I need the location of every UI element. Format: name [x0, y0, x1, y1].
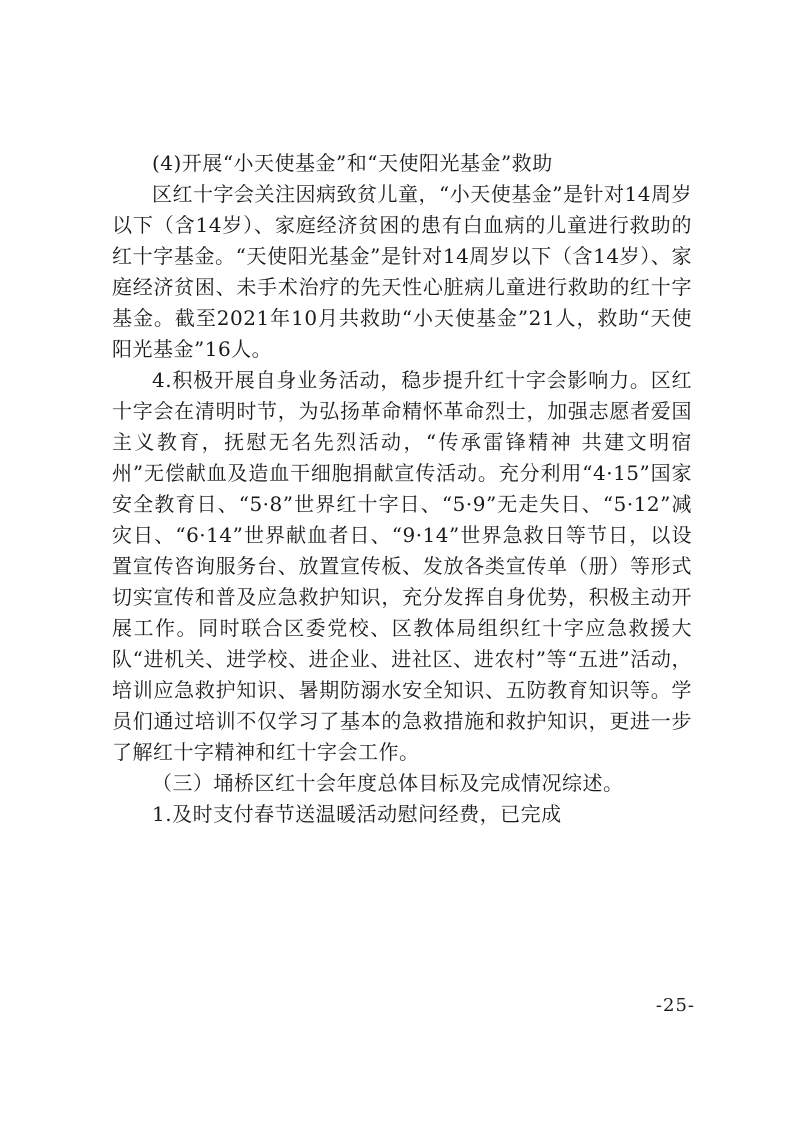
page-number: -25-: [655, 995, 695, 1016]
paragraph-spring-festival: 1.及时支付春节送温暖活动慰问经费，已完成: [152, 802, 562, 826]
document-body: [112, 148, 692, 830]
paragraph-fund-details: 区红十字会关注因病致贫儿童，“小天使基金”是针对14周岁以下（含14岁）、家庭经济贫困的患有白血病的儿童进行救助的红十字基金。“天使阳光基金”是针对14周岁以下（含14岁）、家庭经济贫困、未手术治疗的先天性心脏病儿童进行救助的红十字基金。截至2021年10月共救助“小天使基金”21人，救助“天使阳光基金”16人。: [112, 182, 692, 361]
subheading-fund-assistance: (4)开展“小天使基金”和“天使阳光基金”救助: [152, 151, 553, 175]
paragraph-business-activities: 4.积极开展自身业务活动，稳步提升红十字会影响力。区红十字会在清明时节，为弘扬革命精怀革命烈士，加强志愿者爱国主义教育，抚慰无名先烈活动，“传承雷锋精神 共建文明宿州”无偿献血及造血干细胞捐献宣传活动。充分利用“4·15”国家安全教育日、“5·8”世界红十字日、“5·9”无走失日、“5·12”减灾日、“6·14”世界献血者日、“9·14”世界急救日等节日，以设置宣传咨询服务台、放置宣传板、发放各类宣传单（册）等形式切实宣传和普及应急救护知识，充分发挥自身优势，积极主动开展工作。同时联合区委党校、区教体局组织红十字应急救援大队“进机关、进学校、进企业、进社区、进农村”等“五进”活动，培训应急救护知识、暑期防溺水安全知识、五防教育知识等。学员们通过培训不仅学习了基本的急救措施和救护知识，更进一步了解红十字精神和红十字会工作。: [112, 368, 692, 764]
section-heading-annual-goals: （三）埇桥区红十会年度总体目标及完成情况综述。: [152, 771, 624, 795]
